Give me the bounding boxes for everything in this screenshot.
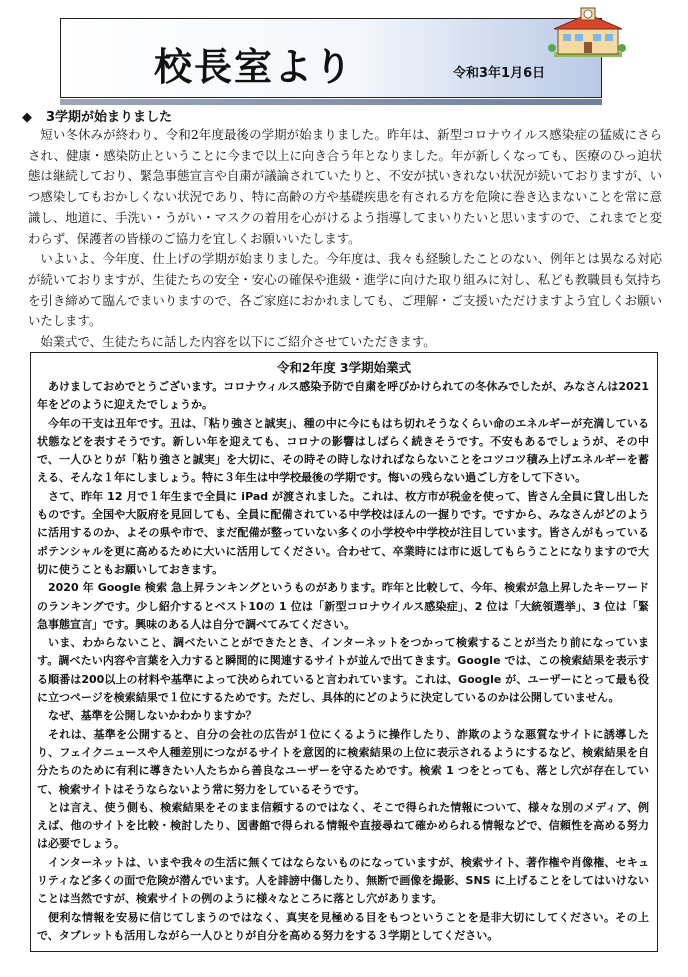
speech-body (31, 376, 657, 945)
speech-title: 令和2年度 3学期始業式 (276, 360, 412, 375)
speech-paragraph: さて、昨年 12 月で１年生まで全員に iPad が渡されました。これは、枚方市が税金を使って、皆さん全員に貸し出したものです。全国や大阪府を見回しても、全員に配備されている中学校はほんの一握りです。ですから、みなさんがどのように活用するのか、よその県や市で、まだ配備が整っていない多くの小学校や中学校が注目しています。皆さんがもっているポテンシャルを更に高めるために大いに活用してください。合わせて、卒業時には市に返してもらうことになりますので大切に使うこともお願いしておきます。 (37, 489, 649, 576)
school-building-icon (548, 6, 626, 58)
speech-paragraph: 今年の干支は丑年です。丑は、「粘り強さと誠実」、種の中に今にもはち切れそうなくらい命のエネルギーが充満している状態などを表すそうです。新しい年を迎えても、コロナの影響はしばらく続きそうです。不安もあるでしょうが、その中で、一人ひとりが「粘り強さと誠実」を大切に、その時その時しなければならないことをコツコツ積み上げエネルギーを蓄える、そんな１年にしましょう。特に３年生は中学校最後の学期です。悔いの残らない過ごし方をして下さい。 (37, 416, 649, 485)
speech-box (30, 352, 658, 952)
speech-paragraph: 便利な情報を安易に信じてしまうのではなく、真実を見極める目をもつということを是非大切にしてください。その上で、タブレットも活用しながら一人ひとりが自分を高める努力をする３学期としてください。 (37, 910, 649, 942)
intro-paragraph: 短い冬休みが終わり、令和2年度最後の学期が始まりました。昨年は、新型コロナウイルス感染症の猛威にさらされ、健康・感染防止ということに今まで以上に向き合う年となりました。年が新しくなっても、医療のひっ迫状態は継続しており、緊急事態宣言や自粛が議論されていたりと、不安が拭いきれない状況が続いておりますが、いつ感染してもおかしくない状況であり、特に高齢の方や基礎疾患を有される方を危険に巻き込まないことを常に意識し、地道に、手洗い・うがい・マスクの着用を心がけるよう指導してまいりたいと思いますので、これまでと変わらず、保護者の皆様のご協力を宜しくお願いいたします。 (28, 127, 662, 246)
page-title: 校長室より (154, 45, 355, 89)
intro-text (28, 125, 662, 353)
issue-date: 令和3年1月6日 (453, 66, 546, 81)
intro-paragraph: 始業式で、生徒たちに話した内容を以下にご紹介させていただきます。 (40, 334, 436, 350)
speech-paragraph: インターネットは、いまや我々の生活に無くてはならないものになっていますが、検索サイト、著作権や肖像権、セキュリティなど多くの面で危険が潜んでいます。人を誹謗中傷したり、無断で画像を撮影、SNS に上げることをしてはいけないことは当然ですが、検索サイトの例のように様々なところに落とし穴があります。 (37, 855, 649, 906)
diamond-icon: ◆ (22, 110, 32, 125)
speech-paragraph: それは、基準を公開すると、自分の会社の広告が１位にくるように操作したり、詐欺のような悪質なサイトに誘導したり、フェイクニュースや人種差別につながるサイトを意図的に検索結果の上位に表示されるようにするなど、検索結果を自分たちのために有利に導きたい人たちから善良なユーザーを守るためです。検索 1 つをとっても、落とし穴が存在していて、検索サイトはそうならないよう常に努力をしているそうです。 (37, 727, 649, 796)
speech-paragraph: あけましておめでとうございます。コロナウィルス感染予防で自粛を呼びかけられての冬休みでしたが、みなさんは2021 年をどのように迎えたでしょうか。 (37, 380, 649, 412)
speech-paragraph: いま、わからないこと、調べたいことができたとき、インターネットをつかって検索することが当たり前になっています。調べたい内容や言葉を入力すると瞬間的に関連するサイトが並んで出てきます。Google では、この検索結果を表示する順番は200以上の材料や基準によって決められていると言われています。これは、Google が、ユーザーにとって最も役に立つページを検索結果で１位にするためです。ただし、具体的にどのように決定しているのかは公開していません。 (37, 636, 649, 705)
speech-paragraph: 2020 年 Google 検索 急上昇ランキングというものがあります。昨年と比較して、今年、検索が急上昇したキーワードのランキングです。少し紹介するとベスト10の 1 位は「新型コロナウイルス感染症」、2 位は「大統領選挙」、3 位は「緊急事態宣言」です。興味のある人は自分で調べてみてください。 (37, 581, 649, 631)
section-heading-text: 3学期が始まりました (46, 110, 173, 125)
section-heading (22, 106, 172, 125)
speech-paragraph: とは言え、使う側も、検索結果をそのまま信頼するのではなく、そこで得られた情報について、様々な別のメディア、例えば、他のサイトを比較・検討したり、図書館で得られる情報や直接尋ねて確かめられる情報などで、信頼性を高める努力は必要でしょう。 (37, 800, 649, 851)
intro-paragraph: いよいよ、今年度、仕上げの学期が始まりました。今年度は、我々も経験したことのない、例年とは異なる対応が続いておりますが、生徒たちの安全・安心の確保や進級・進学に向けた取り組みに対し、私ども教職員も気持ちを引き締めて臨んでまいりますので、各ご家庭におかれましても、ご理解・ご支援いただけますよう宜しくお願いいたします。 (28, 251, 662, 329)
speech-paragraph: なぜ、基準を公開しないかわかりますか？ (48, 709, 257, 723)
